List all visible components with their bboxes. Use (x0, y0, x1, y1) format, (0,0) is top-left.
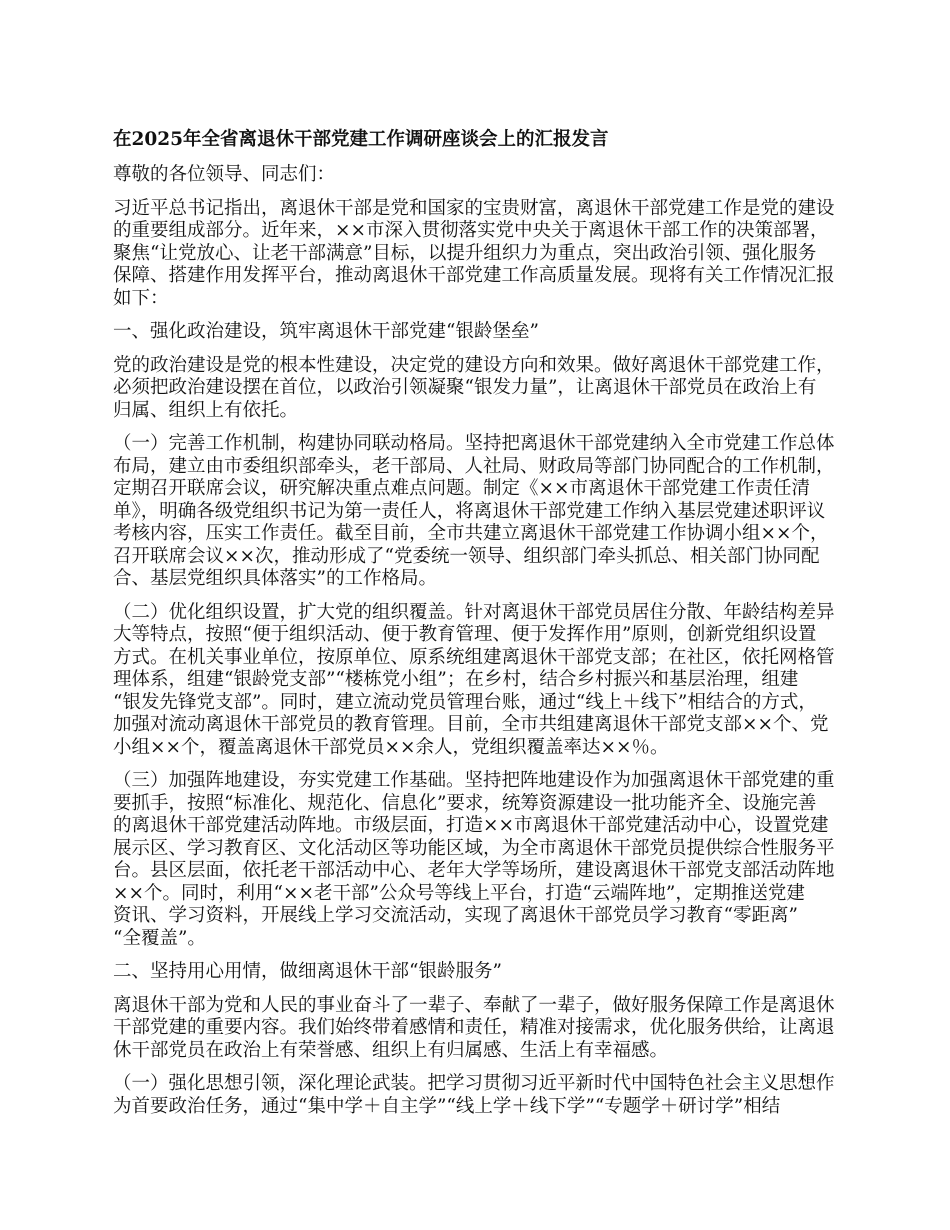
text-line: 一、强化政治建设，筑牢离退休干部党建“银龄堡垒” (113, 321, 539, 342)
paragraph (113, 198, 853, 311)
text-line: （一）完善工作机制，构建协同联动格局。坚持把离退休干部党建纳入全市党建工作总体 (113, 433, 835, 454)
text-line: （三）加强阵地建设，夯实党建工作基础。坚持把阵地建设作为加强离退休干部党建的重 (113, 770, 835, 791)
text-line: 归属、组织上有依托。 (113, 399, 299, 421)
greeting (113, 164, 853, 187)
text-line: 必须把政治建设摆在首位，以政治引领凝聚“银发力量”，让离退休干部党员在政治上有 (113, 377, 817, 398)
text-line: 台。县区层面，依托老干部活动中心、老年大学等场所，建设离退休干部党支部活动阵地 (113, 860, 835, 881)
text-line: 单》，明确各级党组织书记为第一责任人，将离退休干部党建工作纳入基层党建述职评议 (113, 500, 826, 522)
text-line: 布局，建立由市委组织部牵头，老干部局、人社局、财政局等部门协同配合的工作机制， (113, 455, 835, 477)
text-line: （二）优化组织设置，扩大党的组织覆盖。针对离退休干部党员居住分散、年龄结构差异 (113, 601, 835, 623)
text-line: 党的政治建设是党的根本性建设，决定党的建设方向和效果。做好离退休干部党建工作， (113, 354, 835, 376)
paragraph (113, 995, 853, 1063)
text-line: 休干部党员在政治上有荣誉感、组织上有归属感、生活上有幸福感。 (113, 1039, 669, 1061)
text-line: 大等特点，按照“便于组织活动、便于教育管理、便于发挥作用”原则，创新党组织设置 (113, 624, 817, 645)
document-body (113, 164, 853, 1118)
section-heading (113, 321, 853, 344)
text-line: 要抓手，按照“标准化、规范化、信息化”要求，统筹资源建设一批功能齐全、设施完善 (113, 792, 817, 814)
text-line: 理体系，组建“银龄党支部”“楼栋党小组”；在乡村，结合乡村振兴和基层治理，组建 (113, 669, 799, 690)
text-line: 小组××个，覆盖离退休干部党员××余人，党组织覆盖率达××％。 (113, 736, 669, 758)
text-line: 资讯、学习资料，开展线上学习交流活动，实现了离退休干部党员学习教育“零距离” (113, 905, 798, 926)
text-line: 离退休干部为党和人民的事业奋斗了一辈子、奉献了一辈子，做好服务保障工作是离退休 (113, 994, 835, 1016)
text-line: 习近平总书记指出，离退休干部是党和国家的宝贵财富，离退休干部党建工作是党的建设 (113, 197, 835, 219)
text-line: 合、基层党组织具体落实”的工作格局。 (113, 568, 437, 589)
document-title: 在2025年全省离退休干部党建工作调研座谈会上的汇报发言 (113, 129, 609, 150)
paragraph (113, 1073, 853, 1118)
text-line: （一）强化思想引领，深化理论武装。把学习贯彻习近平新时代中国特色社会主义思想作 (113, 1073, 835, 1094)
text-line: 考核内容，压实工作责任。截至目前，全市共建立离退休干部党建工作协调小组××个， (113, 523, 829, 544)
document-page (113, 128, 853, 1129)
text-line: 的重要组成部分。近年来，××市深入贯彻落实党中央关于离退休干部工作的决策部署， (113, 220, 829, 241)
text-line: “全覆盖”。 (113, 927, 206, 949)
text-line: 展示区、学习教育区、文化活动区等功能区域，为全市离退休干部党员提供综合性服务平 (113, 837, 835, 859)
paragraph (113, 355, 853, 423)
text-line: 定期召开联席会议，研究解决重点难点问题。制定《××市离退休干部党建工作责任清 (113, 478, 811, 499)
text-line: 加强对流动离退休干部党员的教育管理。目前，全市共组建离退休干部党支部××个、党 (113, 714, 829, 735)
paragraph (113, 433, 853, 591)
text-line: 召开联席会议××次，推动形成了“党委统一领导、组织部门牵头抓总、相关部门协同配 (113, 545, 820, 567)
text-line: 聚焦“让党放心、让老干部满意”目标，以提升组织力为重点，突出政治引领、强化服务 (113, 242, 817, 264)
text-line: 保障、搭建作用发挥平台，推动离退休干部党建工作高质量发展。现将有关工作情况汇报 (113, 265, 835, 286)
text-line: 如下： (113, 287, 169, 309)
text-line: ××个。同时，利用“××老干部”公众号等线上平台，打造“云端阵地”，定期推送党建 (113, 882, 805, 904)
paragraph (113, 602, 853, 760)
paragraph (113, 770, 853, 950)
text-line: 尊敬的各位领导、同志们： (113, 164, 336, 185)
text-line: 方式。在机关事业单位，按原单位、原系统组建离退休干部党支部；在社区，依托网格管 (113, 646, 835, 668)
text-line: 的离退休干部党建活动阵地。市级层面，打造××市离退休干部党建活动中心，设置党建 (113, 815, 829, 836)
text-line: 为首要政治任务，通过“集中学＋自主学”“线上学＋线下学”“专题学＋研讨学”相结 (113, 1095, 781, 1117)
text-line: 二、坚持用心用情，做细离退休干部“银龄服务” (113, 961, 502, 982)
section-heading (113, 961, 853, 984)
text-line: 干部党建的重要内容。我们始终带着感情和责任，精准对接需求，优化服务供给，让离退 (113, 1017, 835, 1038)
text-line: “银发先锋党支部”。同时，建立流动党员管理台账，通过“线上＋线下”相结合的方式， (113, 691, 817, 713)
